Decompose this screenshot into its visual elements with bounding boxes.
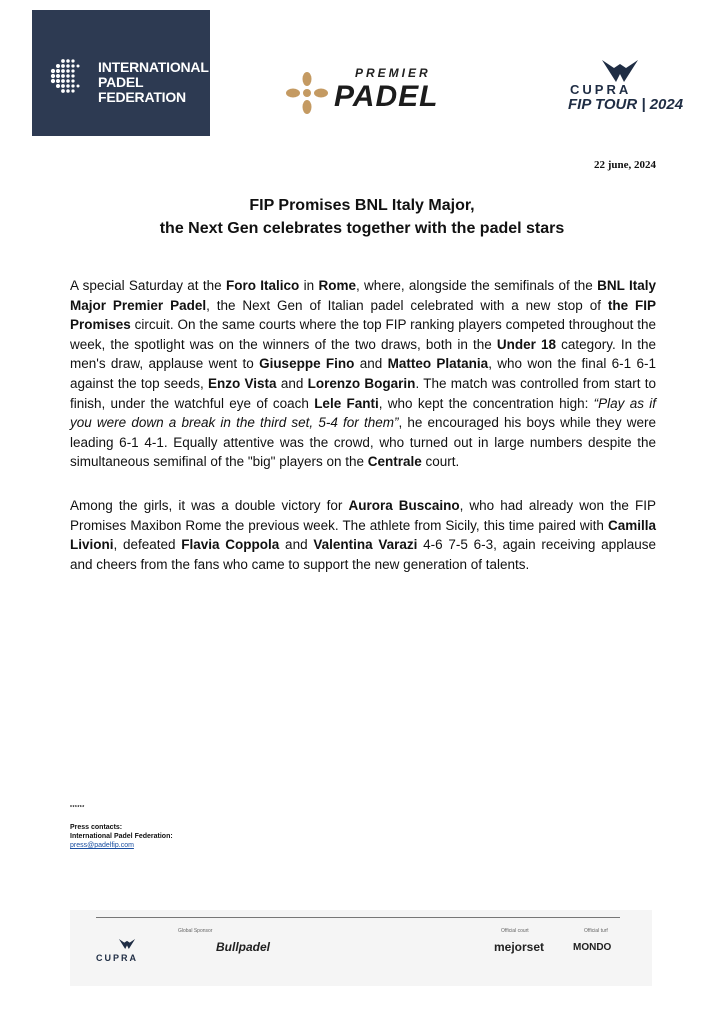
para1-run: Rome [318,278,356,293]
cupra-logo-icon [600,58,640,84]
para1-run: . The match was controlled from start to finish, under the watchful eye of coach [70,375,657,411]
para1-run: Lorenzo Bogarin [307,375,416,391]
para1-run: , who kept the concentration high: [378,395,594,411]
padel-ball-icon [50,58,86,94]
article-title [0,194,724,240]
contact-email-link[interactable]: press@padelfip.com [70,842,134,849]
contacts-heading: Press contacts: [70,824,123,831]
cupra-small-logo-icon [118,938,136,950]
sponsor-cupra: CUPRA [96,953,139,963]
para2-run: 4-6 7-5 6-3, again receiving applause and cheers from the fans who came to support the new generation of talents. [70,537,656,572]
official-court-label: Official court [501,928,529,934]
para1-run: Matteo Platania [387,356,489,372]
title-line-2: the Next Gen celebrates together with the padel stars [159,220,565,237]
para1-run: A special Saturday at the [70,278,226,293]
para2-run: Valentina Varazi [313,537,418,553]
para1-run: , where, alongside the semifinals of the [355,278,598,293]
press-contacts [70,823,173,850]
official-turf-label: Official turf [584,928,608,934]
para1-run: BNL Italy Major Premier Padel [70,278,656,313]
contacts-org: International Padel Federation: [70,833,173,840]
para1-run: “Play as if you were down a break in the third set, 5-4 for them” [70,395,656,431]
premier-text: PREMIER [355,66,431,80]
para1-run: Foro Italico [225,278,300,293]
para1-run: , who won the final 6-1 6-1 against the top seeds, [70,356,657,391]
fip-line-2: PADEL [98,74,144,90]
para1-run: , he encouraged his boys while they were leading 6-1 4-1. Equally attentive was the crowd, who turned out in large numbers despite the simultaneous semifinal of the "big" players on the [70,415,656,470]
sponsor-bullpadel: Bullpadel [216,940,271,954]
para1-run: Lele Fanti [314,395,379,411]
separator-stars: ****** [70,805,85,811]
para1-run: Centrale [367,454,422,470]
para2-run: Aurora Buscaino [348,498,460,513]
padel-wordmark: PADEL [334,80,439,113]
para1-run: category. In the men's draw, applause went to [70,336,656,372]
title-line-1: FIP Promises BNL Italy Major, [249,197,475,214]
para2-run: , who had already won the FIP Promises Maxibon Rome the previous week. The athlete from Sicily, this time paired with [70,498,656,533]
fip-tour-label: FIP TOUR | 2024 [568,96,684,113]
para1-run: , the Next Gen of Italian padel celebrated with a new stop of [206,297,608,313]
para1-run: and [276,375,308,391]
body-paragraph-2 [70,496,656,574]
sponsor-divider [96,917,620,918]
para1-run: court. [421,454,460,470]
para1-run: Under 18 [496,336,557,352]
para1-run: Enzo Vista [207,375,277,391]
para1-run: in [299,278,319,293]
sponsor-mejorset: mejorset [494,940,545,954]
fip-line-1: INTERNATIONAL [98,59,209,75]
sponsor-mondo: MONDO [573,942,612,953]
para1-run: the FIP Promises [70,297,656,333]
sponsor-band [70,910,652,986]
para2-run: Among the girls, it was a double victory for [70,498,349,513]
para2-run: Camilla Livioni [70,517,656,553]
fip-logo-text [98,60,209,105]
body-paragraph-1 [70,276,656,472]
fip-line-3: FEDERATION [98,89,186,105]
cupra-wordmark: CUPRA [570,82,632,97]
global-sponsor-label: Global Sponsor [178,928,213,934]
press-date: 22 june, 2024 [593,159,656,171]
para1-run: circuit. On the same courts where the top FIP ranking players competed throughout the week, the spotlight was on the winners of the two draws, both in the [70,317,656,352]
para2-run: , defeated [113,537,182,553]
para1-run: and [354,356,388,372]
premier-padel-flower-icon [284,70,330,116]
para2-run: and [279,537,314,553]
para1-run: Giuseppe Fino [259,356,355,372]
fip-logo-block [32,10,210,136]
para2-run: Flavia Coppola [181,537,280,553]
